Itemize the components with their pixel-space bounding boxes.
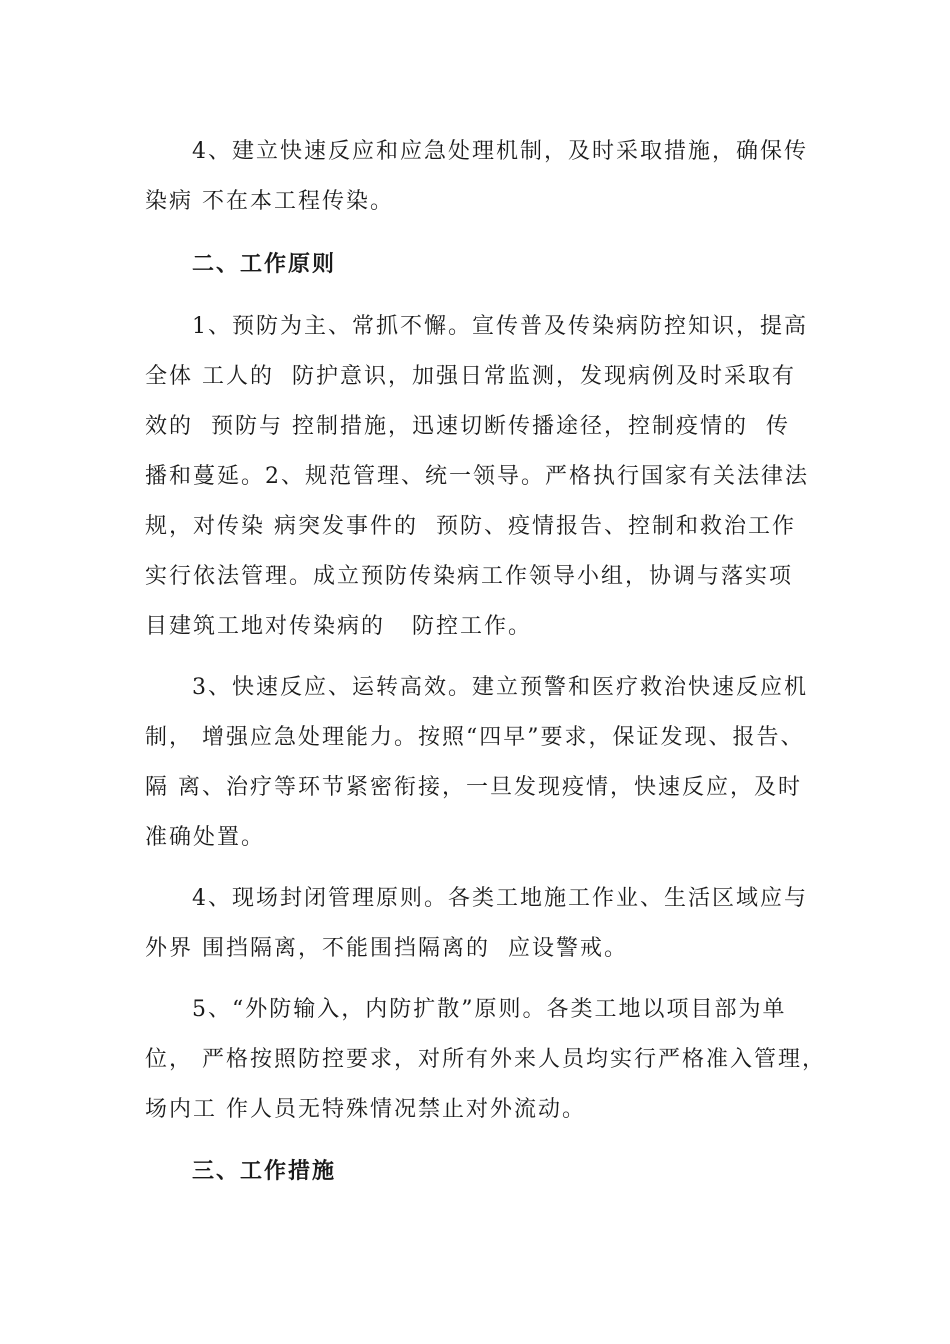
- paragraph-line: 4、现场封闭管理原则。各类工地施工作业、生活区域应与: [192, 886, 808, 911]
- paragraph-line: 效的 预防与 控制措施，迅速切断传播途径，控制疫情的 传: [145, 414, 790, 439]
- section-heading: 三、工作措施: [192, 1159, 337, 1184]
- paragraph-line: 隔 离、治疗等环节紧密衔接，一旦发现疫情，快速反应，及时: [145, 775, 802, 800]
- paragraph-line: 5、“外防输入，内防扩散”原则。各类工地以项目部为单: [192, 997, 787, 1022]
- paragraph-line: 场内工 作人员无特殊情况禁止对外流动。: [145, 1097, 586, 1122]
- paragraph-line: 3、快速反应、运转高效。建立预警和医疗救治快速反应机: [192, 675, 808, 700]
- section-heading: 二、工作原则: [192, 252, 337, 277]
- paragraph-line: 全体 工人的 防护意识，加强日常监测，发现病例及时采取有: [145, 364, 796, 389]
- paragraph-line: 位， 严格按照防控要求，对所有外来人员均实行严格准入管理，: [145, 1047, 826, 1072]
- paragraph-line: 染病 不在本工程传染。: [145, 189, 394, 214]
- paragraph-line: 播和蔓延。2、规范管理、统一领导。严格执行国家有关法律法: [145, 464, 809, 489]
- paragraph-line: 制， 增强应急处理能力。按照“四早”要求，保证发现、报告、: [145, 725, 805, 750]
- paragraph-line: 1、预防为主、常抓不懈。宣传普及传染病防控知识，提高: [192, 314, 808, 339]
- paragraph-line: 4、建立快速反应和应急处理机制，及时采取措施，确保传: [192, 139, 808, 164]
- paragraph-line: 规，对传染 病突发事件的 预防、疫情报告、控制和救治工作: [145, 514, 796, 539]
- paragraph-line: 准确处置。: [145, 825, 266, 850]
- paragraph-line: 实行依法管理。成立预防传染病工作领导小组，协调与落实项: [145, 564, 794, 589]
- paragraph-line: 外界 围挡隔离，不能围挡隔离的 应设警戒。: [145, 936, 628, 961]
- paragraph-line: 目建筑工地对传染病的 防控工作。: [145, 614, 532, 639]
